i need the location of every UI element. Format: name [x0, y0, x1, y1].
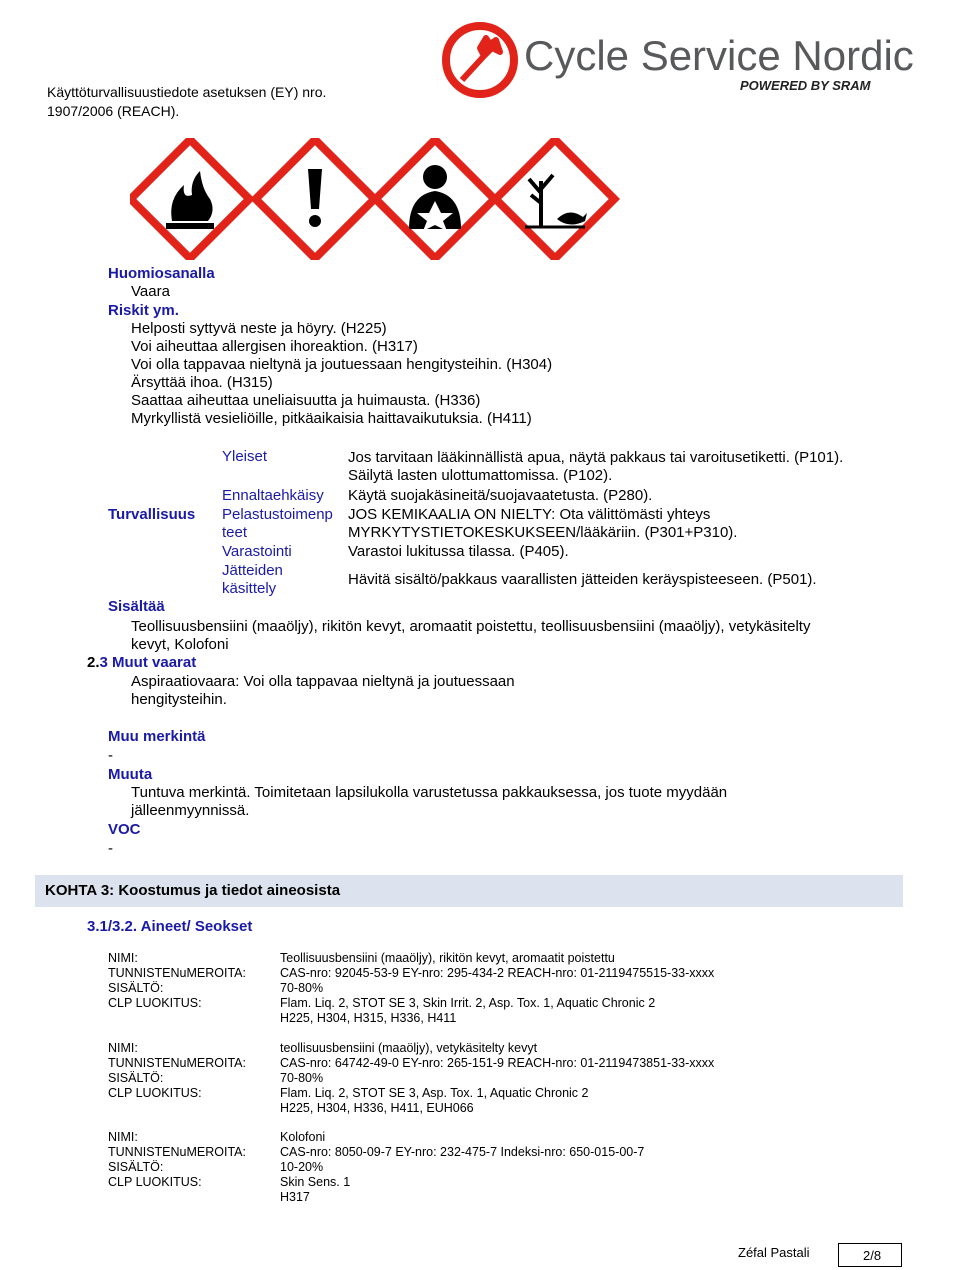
safety-storage-label: Varastointi — [222, 543, 292, 560]
safety-storage-text: Varastoi lukitussa tilassa. (P405). — [348, 543, 569, 560]
risk-statement: Ärsyttää ihoa. (H315) — [131, 374, 273, 391]
misc-heading: Muuta — [108, 766, 153, 783]
doc-title-line1: Käyttöturvallisuustiedote asetuksen (EY) nro. — [47, 84, 327, 100]
other-hazards-title: 3 Muut vaarat — [99, 654, 197, 671]
component-content-label: SISÄLTÖ: — [108, 1160, 164, 1174]
contains-heading: Sisältää — [108, 598, 165, 615]
misc-text: Tuntuva merkintä. Toimitetaan lapsilukolla varustetussa pakkauksessa, jos tuote myydään — [131, 784, 728, 801]
component-clp-label: CLP LUOKITUS: — [108, 1086, 202, 1100]
other-hazards-text-2: hengitysteihin. — [131, 691, 227, 708]
component-content: 70-80% — [280, 981, 324, 995]
voc-heading: VOC — [108, 821, 141, 838]
health-hazard-pictogram-icon — [376, 140, 495, 259]
component-name-label: NIMI: — [108, 1041, 138, 1055]
component-id-label: TUNNISTENuMEROITA: — [108, 966, 246, 980]
safety-disposal-text: Hävitä sisältö/pakkaus vaarallisten jätteiden keräyspisteeseen. (P501). — [348, 571, 817, 588]
wrench-logo-icon — [446, 26, 514, 94]
contains-text-2: kevyt, Kolofoni — [131, 636, 229, 653]
logo-wordmark: Cycle Service Nordic — [524, 32, 914, 79]
risk-statement: Voi aiheuttaa allergisen ihoreaktion. (H317) — [131, 338, 418, 355]
document-header — [47, 83, 427, 121]
section-3-title: KOHTA 3: Koostumus ja tiedot aineosista — [45, 882, 341, 899]
other-hazards-number: 2. — [87, 654, 100, 671]
safety-response-label: Pelastustoimenp — [222, 506, 333, 523]
component-id: CAS-nro: 64742-49-0 EY-nro: 265-151-9 REACH-nro: 01-2119473851-33-xxxx — [280, 1056, 715, 1070]
component-id: CAS-nro: 8050-09-7 EY-nro: 232-475-7 Indeksi-nro: 650-015-00-7 — [280, 1145, 645, 1159]
safety-general-text: Jos tarvitaan lääkinnällistä apua, näytä pakkaus tai varoitusetiketti. (P101). — [348, 449, 844, 466]
safety-heading: Turvallisuus — [108, 506, 196, 523]
misc-text-2: jälleenmyynnissä. — [131, 802, 250, 819]
signal-word: Vaara — [131, 283, 170, 300]
exclamation-pictogram-icon — [256, 140, 375, 259]
other-hazards-text: Aspiraatiovaara: Voi olla tappavaa nieltynä ja joutuessaan — [131, 673, 515, 690]
safety-prevention-label: Ennaltaehkäisy — [222, 487, 324, 504]
other-marking-value: - — [108, 747, 113, 764]
component-id-label: TUNNISTENuMEROITA: — [108, 1145, 246, 1159]
component-content: 70-80% — [280, 1071, 324, 1085]
safety-response-text: JOS KEMIKAALIA ON NIELTY: Ota välittömästi yhteys — [348, 506, 711, 523]
section-3-subtitle: 3.1/3.2. Aineet/ Seokset — [87, 918, 253, 935]
safety-general-text-2: Säilytä lasten ulottumattomissa. (P102). — [348, 467, 613, 484]
component-name: teollisuusbensiini (maaöljy), vetykäsitelty kevyt — [280, 1041, 538, 1055]
section-3-title-bar — [35, 875, 903, 907]
safety-response-label-2: teet — [222, 524, 248, 541]
component-name: Teollisuusbensiini (maaöljy), rikitön kevyt, aromaatit poistettu — [280, 951, 615, 965]
component-clp-label: CLP LUOKITUS: — [108, 996, 202, 1010]
component-content: 10-20% — [280, 1160, 324, 1174]
component-name: Kolofoni — [280, 1130, 326, 1144]
page-number: 2/8 — [863, 1248, 882, 1263]
component-hcodes: H225, H304, H336, H411, EUH066 — [280, 1101, 474, 1115]
doc-title-line2: 1907/2006 (REACH). — [47, 103, 180, 119]
safety-disposal-label-2: käsittely — [222, 580, 277, 597]
contains-text: Teollisuusbensiini (maaöljy), rikitön kevyt, aromaatit poistettu, teollisuusbensiini (maaöljy), vetykäsitelty — [131, 618, 811, 635]
logo-subline: POWERED BY SRAM — [740, 78, 871, 93]
risks-heading: Riskit ym. — [108, 302, 179, 319]
component-clp: Flam. Liq. 2, STOT SE 3, Asp. Tox. 1, Aquatic Chronic 2 — [280, 1086, 589, 1100]
component-hcodes: H225, H304, H315, H336, H411 — [280, 1011, 457, 1025]
other-marking-heading: Muu merkintä — [108, 728, 206, 745]
risk-statement: Saattaa aiheuttaa uneliaisuutta ja huimausta. (H336) — [131, 392, 481, 409]
environment-pictogram-icon — [496, 140, 615, 259]
component-clp-label: CLP LUOKITUS: — [108, 1175, 202, 1189]
component-name-label: NIMI: — [108, 1130, 138, 1144]
other-hazards-heading — [87, 654, 196, 671]
risk-statement: Myrkyllistä vesieliöille, pitkäaikaisia haittavaikutuksia. (H411) — [131, 410, 532, 427]
component-clp: Flam. Liq. 2, STOT SE 3, Skin Irrit. 2, Asp. Tox. 1, Aquatic Chronic 2 — [280, 996, 656, 1010]
company-logo — [440, 18, 920, 110]
component-name-label: NIMI: — [108, 951, 138, 965]
safety-disposal-label: Jätteiden — [222, 562, 283, 579]
safety-general-label: Yleiset — [222, 448, 268, 465]
component-id-label: TUNNISTENuMEROITA: — [108, 1056, 246, 1070]
component-content-label: SISÄLTÖ: — [108, 981, 164, 995]
safety-prevention-text: Käytä suojakäsineitä/suojavaatetusta. (P280). — [348, 487, 653, 504]
safety-response-text-2: MYRKYTYSTIETOKESKUKSEEN/lääkäriin. (P301+P310). — [348, 524, 738, 541]
component-content-label: SISÄLTÖ: — [108, 1071, 164, 1085]
footer-product-name: Zéfal Pastali — [738, 1245, 810, 1260]
flame-pictogram-icon — [131, 140, 250, 259]
risk-statement: Helposti syttyvä neste ja höyry. (H225) — [131, 320, 387, 337]
component-hcodes: H317 — [280, 1190, 310, 1204]
page-number-box — [838, 1243, 902, 1267]
component-id: CAS-nro: 92045-53-9 EY-nro: 295-434-2 REACH-nro: 01-2119475515-33-xxxx — [280, 966, 715, 980]
voc-value: - — [108, 840, 113, 857]
risk-statement: Voi olla tappavaa nieltynä ja joutuessaan hengitysteihin. (H304) — [131, 356, 553, 373]
ghs-pictogram-row — [130, 138, 620, 265]
component-clp: Skin Sens. 1 — [280, 1175, 351, 1189]
signal-word-heading: Huomiosanalla — [108, 265, 215, 282]
